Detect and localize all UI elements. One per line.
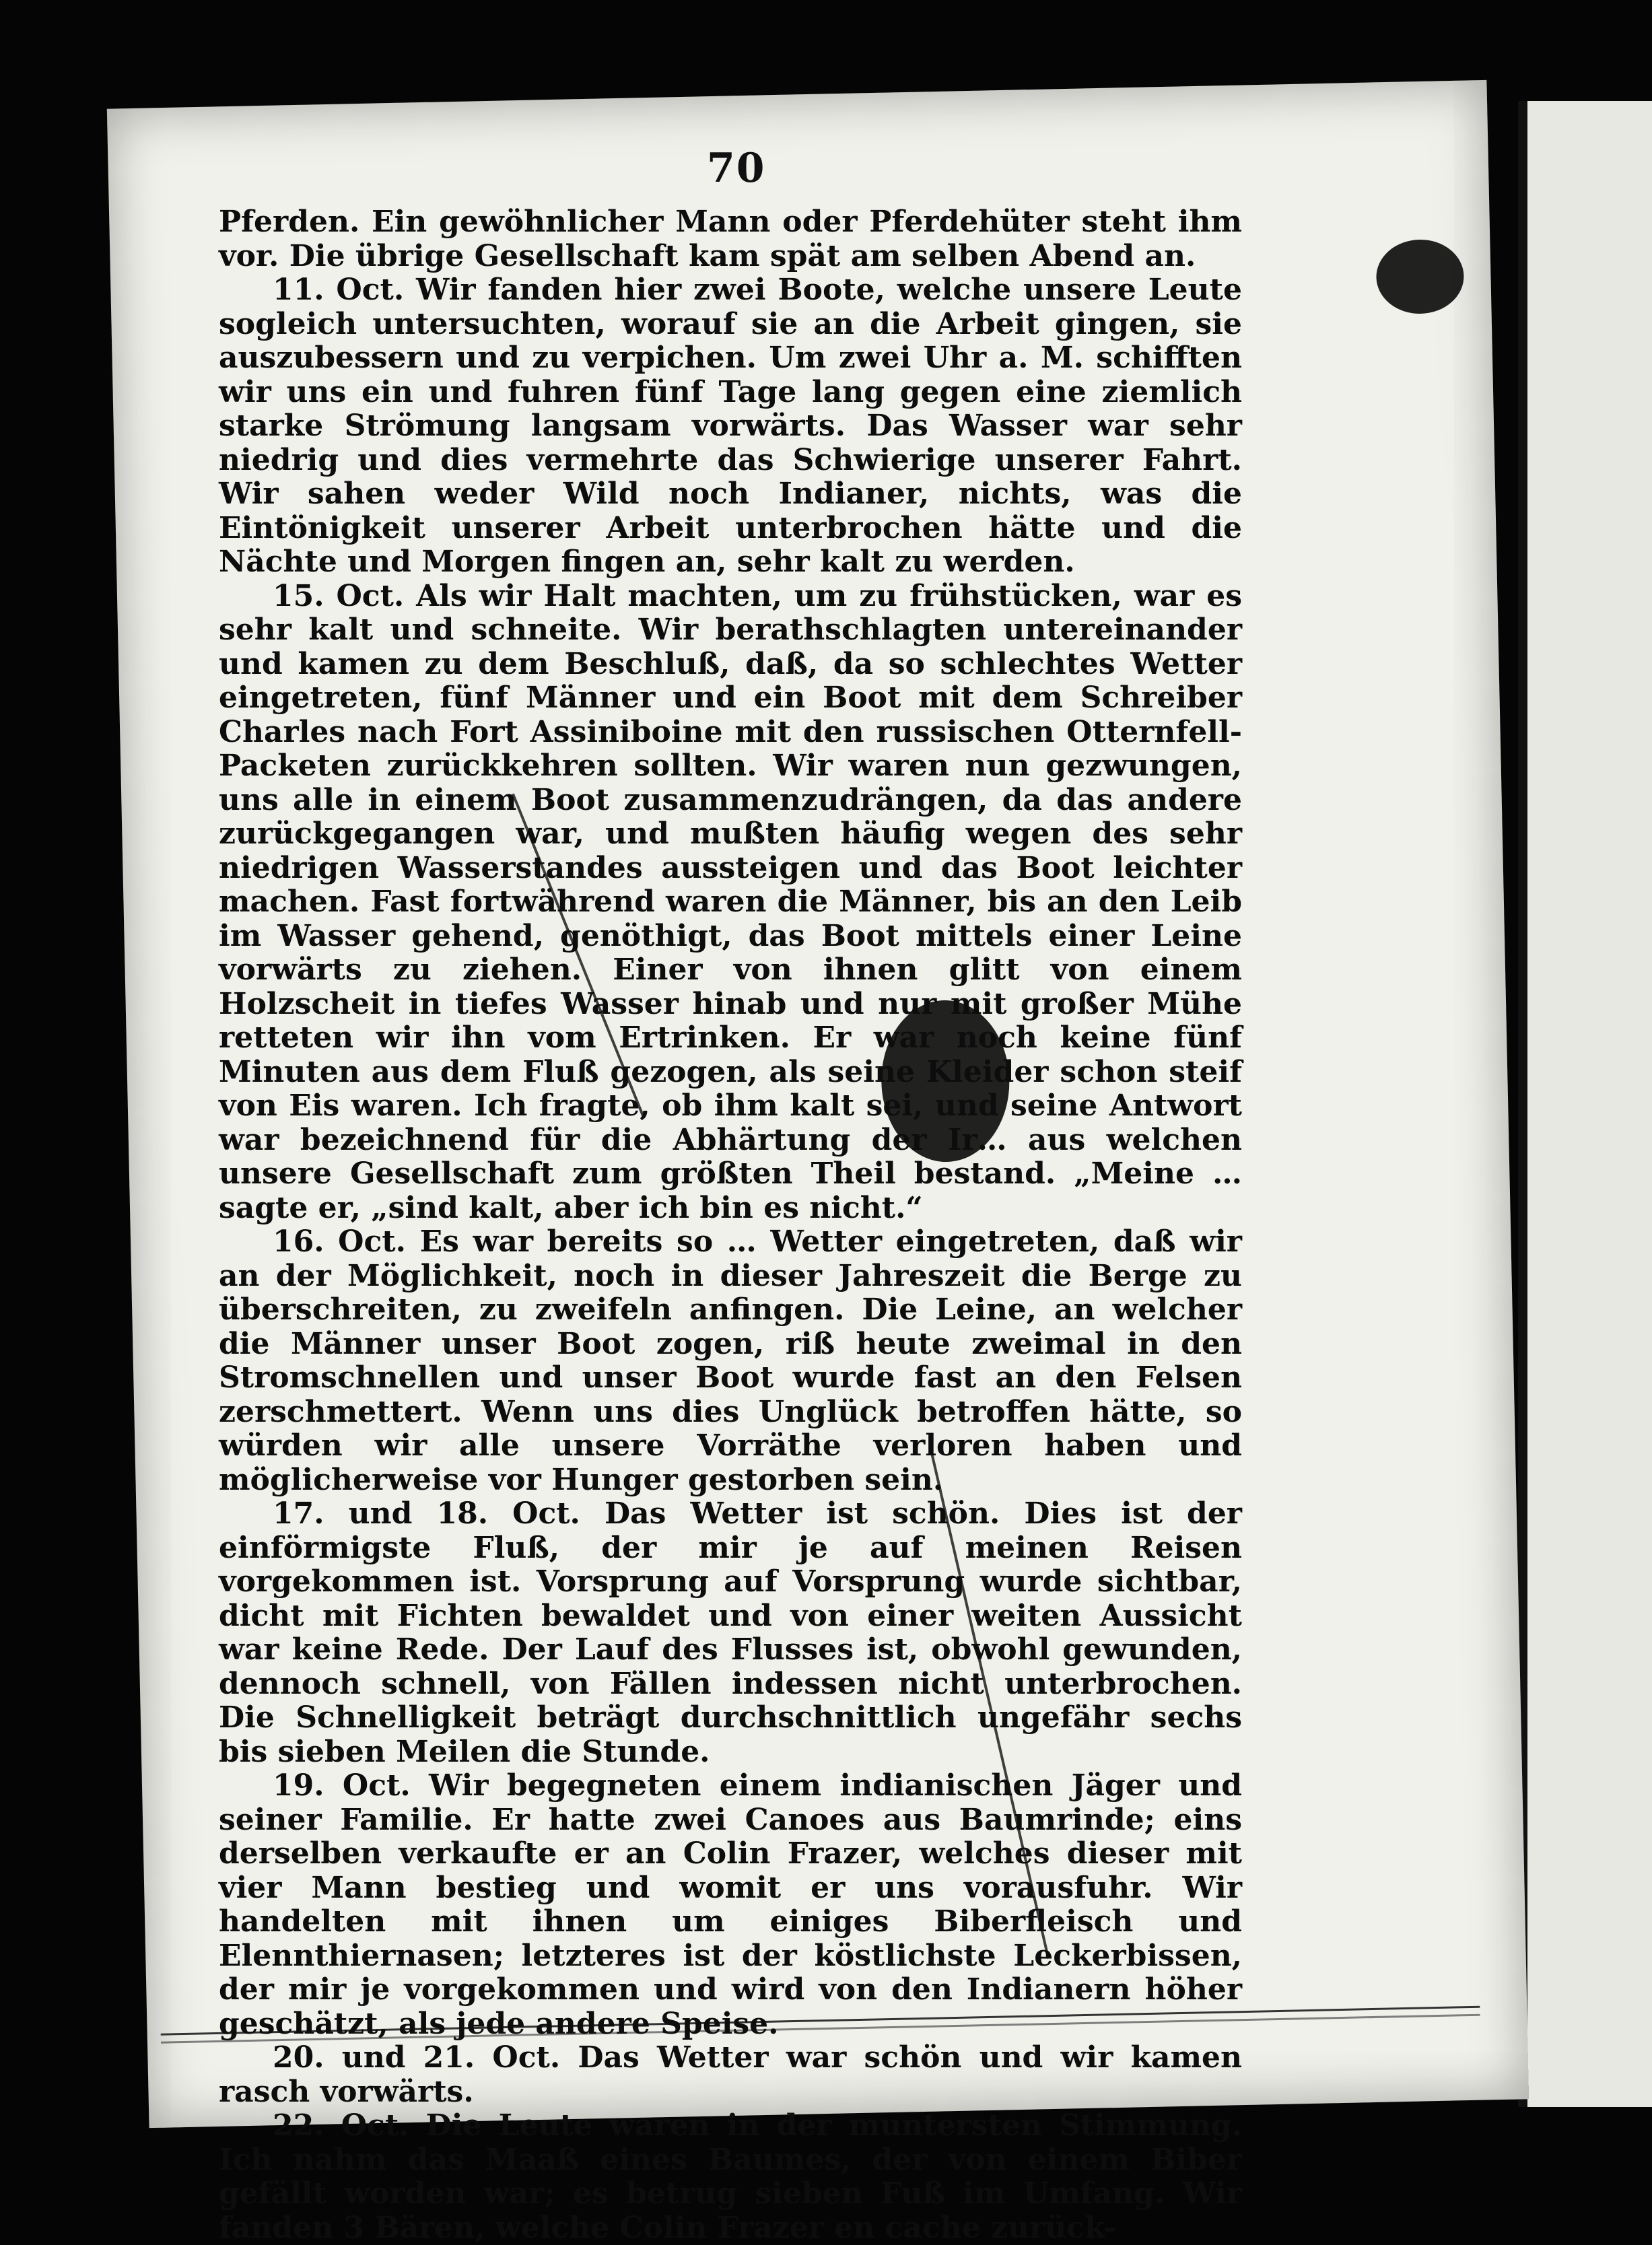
facing-page-edge bbox=[1518, 101, 1652, 2107]
entry-date: 22. Oct. bbox=[273, 2108, 409, 2143]
paragraph: 22. Oct. Die Leute waren in der muntersten Stimmung. Ich nahm das Maaß eines Baumes, der von einem Biber gefällt worden war; es betrug sieben Fuß im Umfang. Wir fanden 3 Bären, welche Colin Frazer en cache zurück- bbox=[219, 2108, 1242, 2245]
entry-date: 20. und 21. Oct. bbox=[273, 2040, 561, 2075]
paragraph: 11. Oct. Wir fanden hier zwei Boote, welche unsere Leute sogleich untersuchten, worauf sie an die Arbeit gingen, sie auszubessern und zu verpichen. Um zwei Uhr a. M. schifften wir uns ein und fuhren fünf Tage lang gegen eine ziemlich starke Strömung langsam vorwärts. Das Wasser war sehr niedrig und dies vermehrte das Schwierige unserer Fahrt. Wir sahen weder Wild noch Indianer, nichts, was die Eintönigkeit unserer Arbeit unterbrochen hätte und die Nächte und Morgen fingen an, sehr kalt zu werden. bbox=[219, 273, 1242, 579]
entry-date: 11. Oct. bbox=[273, 273, 405, 307]
paragraph: 16. Oct. Es war bereits so … Wetter eingetreten, daß wir an der Möglichkeit, noch in dieser Jahreszeit die Berge zu überschreiten, zu zweifeln anfingen. Die Leine, an welcher die Männer unser Boot zogen, riß heute zweimal in den Stromschnellen und unser Boot wurde fast an den Felsen zerschmettert. Wenn uns dies Unglück betroffen hätte, so würden wir alle unsere Vorräthe verloren haben und möglicherweise vor Hunger gestorben sein. bbox=[219, 1224, 1242, 1497]
entry-date: 17. und 18. Oct. bbox=[273, 1496, 580, 1531]
page-body bbox=[219, 205, 1242, 2245]
ink-stain bbox=[1375, 239, 1464, 315]
entry-date: 16. Oct. bbox=[273, 1224, 406, 1259]
paragraph: 20. und 21. Oct. Das Wetter war schön und wir kamen rasch vorwärts. bbox=[219, 2040, 1242, 2109]
paragraph: 19. Oct. Wir begegneten einem indianischen Jäger und seiner Familie. Er hatte zwei Canoes aus Baumrinde; eins derselben verkaufte er an Colin Frazer, welches dieser mit vier Mann bestieg und womit er uns vorausfuhr. Wir handelten mit ihnen um einiges Biberfleisch und Elennthiernasen; letzteres ist der köstlichste Leckerbissen, der mir je vorgekommen und wird von den Indianern höher geschätzt, als jede andere Speise. bbox=[219, 1768, 1242, 2041]
entry-date: 19. Oct. bbox=[273, 1768, 411, 1803]
paragraph: Pferden. Ein gewöhnlicher Mann oder Pferdehüter steht ihm vor. Die übrige Gesellschaft kam spät am selben Abend an. bbox=[219, 205, 1242, 273]
entry-date: 15. Oct. bbox=[273, 578, 405, 613]
paragraph: 15. Oct. Als wir Halt machten, um zu frühstücken, war es sehr kalt und schneite. Wir berathschlagten untereinander und kamen zu dem Beschluß, daß, da so schlechtes Wetter eingetreten, fünf Männer und ein Boot mit dem Schreiber Charles nach Fort Assiniboine mit den russischen Otternfell-Packeten zurückkehren sollten. Wir waren nun gezwungen, uns alle in einem Boot zusammenzudrängen, da das andere zurückgegangen war, und mußten häufig wegen des sehr niedrigen Wasserstandes aussteigen und das Boot leichter machen. Fast fortwährend waren die Männer, bis an den Leib im Wasser gehend, genöthigt, das Boot mittels einer Leine vorwärts zu ziehen. Einer von ihnen glitt von einem Holzscheit in tiefes Wasser hinab und nur mit großer Mühe retteten wir ihn vom Ertrinken. Er war noch keine fünf Minuten aus dem Fluß gezogen, als seine Kleider schon steif von Eis waren. Ich fragte, ob ihm kalt sei, und seine Antwort war bezeichnend für die Abhärtung der Ir… aus welchen unsere Gesellschaft zum größten Theil bestand. „Meine … sagte er, „sind kalt, aber ich bin es nicht.“ bbox=[219, 578, 1242, 1225]
paragraph: 17. und 18. Oct. Das Wetter ist schön. Dies ist der einförmigste Fluß, der mir je auf meinen Reisen vorgekommen ist. Vorsprung auf Vorsprung wurde sichtbar, dicht mit Fichten bewaldet und von einer weiten Aussicht war keine Rede. Der Lauf des Flusses ist, obwohl gewunden, dennoch schnell, von Fällen indessen nicht unterbrochen. Die Schnelligkeit beträgt durchschnittlich ungefähr sechs bis sieben Meilen die Stunde. bbox=[219, 1496, 1242, 1769]
page-number: 70 bbox=[707, 145, 766, 192]
